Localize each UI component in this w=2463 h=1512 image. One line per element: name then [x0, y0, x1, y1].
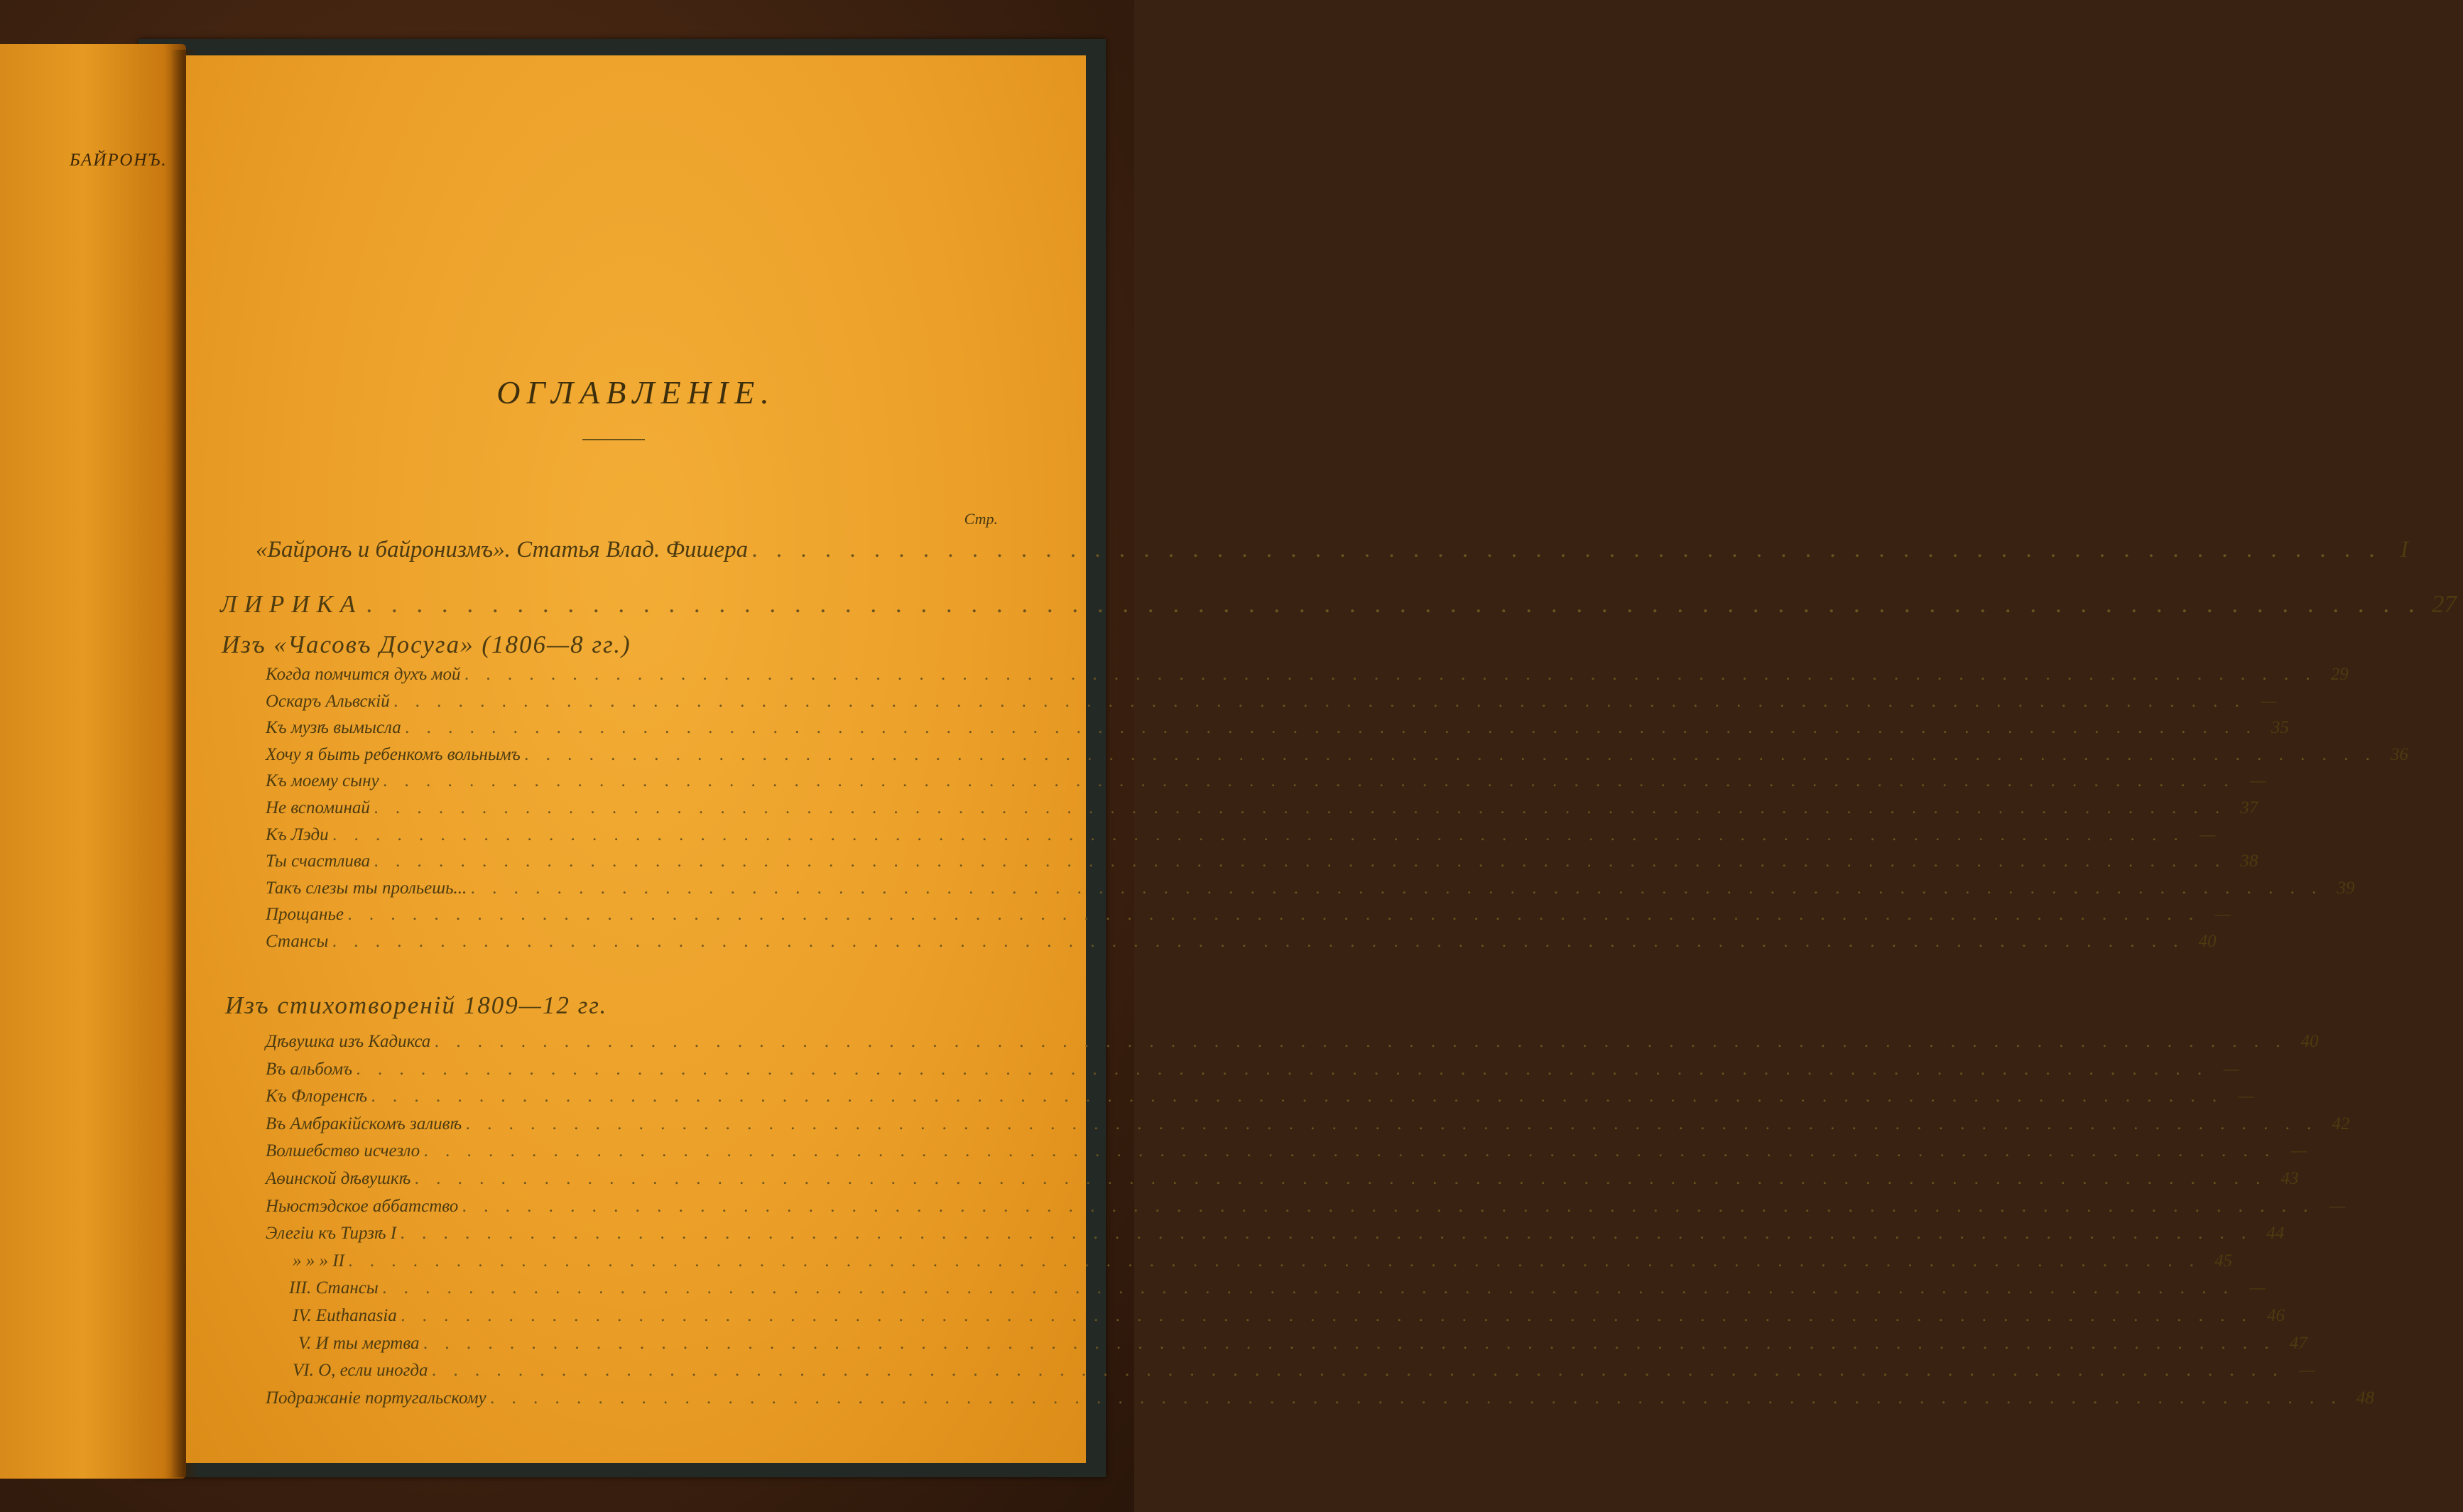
leader-dots: . . . . . . . . . . . . . . . . . . . . . . . . . . . . . . . . . . . . . . . . . . . . . . . . . . . . . . . . . . . . . . . . . . . . . . . . . . . . . . . . . . . . . . [393, 691, 2246, 711]
toc-entry-label: Ньюстэдское аббатство [266, 1196, 459, 1216]
leader-dots: . . . . . . . . . . . . . . . . . . . . . . . . . . . . . . . . . . . . . . . . . . . . . . . . . . . . . . . . . . . . . . . . . . . . . . . . . . . . . . . . . . . . . . [490, 1388, 2343, 1408]
leader-dots: . . . . . . . . . . . . . . . . . . . . . . . . . . . . . . . . . . . . . . . . . . . . . . . . . . . . . . . . . . . . . . . . . . . . . . . . . . . . . . . . . . . . . . [332, 825, 2185, 844]
toc-entry-label: Оскаръ Альвскій [266, 691, 390, 711]
leader-dots: . . . . . . . . . . . . . . . . . . . . . . . . . . . . . . . . . . . . . . . . . . . . . . . . . . . . . . . . . . . . . . . . . . . . . . . . . . . . . . . . . . . . . . [415, 1169, 2268, 1188]
toc-entry [266, 1224, 2285, 1244]
toc-entry-label: Въ альбомъ [266, 1059, 352, 1079]
leader-dots: . . . . . . . . . . . . . . . . . . . . . . . . . . . . . . . . . . . . . . . . . . . . . . . . . . . . . . . . . . . . . . . . . . . . . . . . . . . . . . . . . . . . . . [435, 1032, 2288, 1051]
toc-entry-page: — [2261, 691, 2277, 711]
toc-entry-page: — [2299, 1361, 2315, 1381]
toc-entry-page: 27 [2432, 590, 2457, 618]
leader-dots: . . . . . . . . . . . . . . . . . . . . . . . . . . . . . . . . . . . . . . . . . . . . . . . . . . . . . . . . . . . . . . . . . . . . . . . . . . . . . . . . . . . . . . [401, 1224, 2253, 1244]
toc-entry-page: — [2249, 1278, 2266, 1298]
toc-entry-label: Дѣвушка изъ Кадикса [266, 1032, 431, 1051]
toc-entry [293, 1361, 2315, 1381]
leader-dots: . . . . . . . . . . . . . . . . . . . . . . . . . . . . . . . . . . . . . . . . . . . . . . . . . . . . . . . . . . . . . . . . . . . . . . . . . . . . . . . . . . . . . . [471, 878, 2323, 898]
leader-dots: . . . . . . . . . . . . . . . . . . . . . . . . . . . . . . . . . . . . . . . . . . . . . . . . . . . . . . . . . . . . . . . . . . . . . . . . . . . . . . . . . . . . . . [332, 932, 2185, 951]
toc-entry-page: — [2238, 1087, 2254, 1106]
toc-entry [266, 878, 2355, 898]
leader-dots: . . . . . . . . . . . . . . . . . . . . . . . . . . . . . . . . . . . . . . . . . . . . . . . . . . . . . . . . . . . . . . . . . . . . . . . . . . . . . . . . . . . . . . [348, 1251, 2201, 1271]
leader-dots: . . . . . . . . . . . . . . . . . . . . . . . . . . . . . . . . . . . . . . . . . . . . . . . . . . . . . . . . . . . . . . . . . . . . . . . . . . . . . . . . . . . . . . [401, 1306, 2253, 1325]
toc-entry-page: 45 [2214, 1251, 2233, 1271]
toc-entry-page: 37 [2240, 798, 2258, 817]
leader-dots: . . . . . . . . . . . . . . . . . . . . . . . . . . . . . . . . . . . . . . . . . . . . . . . . . . . . . . . . . . . . . . . . . . . . . . . . . . . . . . . . . . [366, 590, 2422, 618]
leader-dots: . . . . . . . . . . . . . . . . . . . . . . . . . . . . . . . . . . . . . . . . . . . . . . . . . . . . . . . . . . . . . . . . . . . . . . . . . . . . . . . . . . . . . . [423, 1333, 2276, 1353]
toc-entry-label: Къ моему сыну [266, 771, 379, 791]
toc-section-label: Изъ стихотвореній 1809—12 гг. [225, 991, 608, 1019]
toc-section-heading-2 [225, 991, 607, 1020]
toc-entry-page: I [2400, 537, 2408, 562]
leader-dots: . . . . . . . . . . . . . . . . . . . . . . . . . . . . . . . . . . . . . . . . . . . . . . . . . . . . . . . . . . . . . . . . . . . . . . . . . . . . . . . . . . . . . . [383, 771, 2236, 791]
toc-entry [266, 1388, 2374, 1408]
toc-entry-label: III. Стансы [289, 1278, 379, 1298]
toc-entry-label: Къ Лэди [266, 825, 329, 844]
toc-entry [266, 771, 2266, 791]
toc-section-label: Изъ «Часовъ Досуга» (1806—8 гг.) [222, 631, 631, 658]
toc-entry-label: Къ Флоренсѣ [266, 1087, 368, 1106]
leader-dots: . . . . . . . . . . . . . . . . . . . . . . . . . . . . . . . . . . . . . . . . . . . . . . . . . . . . . . . . . . . . . . . . . . . . . . . . . . . . . . . . . . . . . . [464, 665, 2317, 684]
toc-entry-intro [256, 537, 2408, 563]
right-page [186, 55, 2457, 1463]
toc-entry [266, 798, 2258, 818]
toc-entry-label: Къ музѣ вымысла [266, 718, 401, 738]
toc-entry-page: 29 [2330, 665, 2349, 684]
toc-entry-page: — [2329, 1196, 2346, 1216]
toc-entry [266, 665, 2349, 685]
leader-dots: . . . . . . . . . . . . . . . . . . . . . . . . . . . . . . . . . . . . . . . . . . . . . . . . . . . . . . . . . . . . . . . . . . . . . . . . . . . . . . . . . . . . . . [466, 1114, 2318, 1133]
toc-entry-page: 35 [2271, 718, 2289, 738]
toc-entry-label: Стансы [266, 932, 329, 951]
toc-entry-page: 39 [2337, 878, 2355, 898]
toc-entry-label: Аѳинской дѣвушкѣ [266, 1169, 411, 1188]
toc-entry-label: » » » II [293, 1251, 344, 1271]
leader-dots: . . . . . . . . . . . . . . . . . . . . . . . . . . . . . . . . . . . . . . . . . . . . . . . . . . . . . . . . . . . . . . . . . . . . . . . . . . . . . . . . . . . . . . [424, 1141, 2276, 1161]
toc-entry [266, 905, 2231, 925]
toc-entry-label: ЛИРИКА [220, 590, 363, 618]
page-column-header: Стр. [964, 510, 998, 528]
leader-dots: . . . . . . . . . . . . . . . . . . . . . . . . . . . . . . . . . . . . . . . . . . . . . . . . . . . . . . . . . . . . . . . . . . . . . . . . . . . . . . . . . . . . . . [374, 852, 2227, 871]
toc-entry-label: VI. О, если иногда [293, 1361, 428, 1381]
leader-dots: . . . . . . . . . . . . . . . . . . . . . . . . . . . . . . . . . . . . . . . . . . . . . . . . . . . . . . . . . . . . . . . . . . . [752, 537, 2382, 562]
toc-entry-page: 36 [2390, 744, 2408, 764]
toc-entry [266, 932, 2217, 952]
toc-entry [289, 1278, 2266, 1298]
toc-entry-page: — [2223, 1059, 2239, 1079]
toc-entry [266, 1059, 2239, 1079]
leader-dots: . . . . . . . . . . . . . . . . . . . . . . . . . . . . . . . . . . . . . . . . . . . . . . . . . . . . . . . . . . . . . . . . . . . . . . . . . . . . . . . . . . . . . . [347, 905, 2200, 925]
toc-entry [266, 825, 2216, 845]
toc-entry-label: Волшебство исчезло [266, 1141, 420, 1161]
toc-entry-label: Когда помчится духъ мой [266, 665, 461, 684]
toc-entry-page: 40 [2300, 1032, 2319, 1051]
toc-entry [266, 1087, 2254, 1106]
toc-entry-page: 47 [2289, 1333, 2307, 1353]
toc-entry-label: Хочу я быть ребенкомъ вольнымъ [266, 744, 521, 764]
toc-entry [266, 1032, 2319, 1052]
toc-entry-page: 48 [2356, 1388, 2374, 1408]
toc-entry-page: 44 [2266, 1224, 2285, 1244]
toc-entry [266, 852, 2258, 871]
toc-entry-label: Элегіи къ Тирзѣ I [266, 1224, 397, 1244]
leader-dots: . . . . . . . . . . . . . . . . . . . . . . . . . . . . . . . . . . . . . . . . . . . . . . . . . . . . . . . . . . . . . . . . . . . . . . . . . . . . . . . . . . . . . . [432, 1361, 2285, 1381]
toc-entry [266, 1114, 2350, 1134]
leader-dots: . . . . . . . . . . . . . . . . . . . . . . . . . . . . . . . . . . . . . . . . . . . . . . . . . . . . . . . . . . . . . . . . . . . . . . . . . . . . . . . . . . . . . . [462, 1196, 2315, 1216]
toc-entry-page: 40 [2198, 932, 2217, 951]
toc-entry-label: Подражаніе португальскому [266, 1388, 486, 1408]
toc-entry-page: 42 [2332, 1114, 2350, 1133]
title-rule [582, 439, 645, 440]
leader-dots: . . . . . . . . . . . . . . . . . . . . . . . . . . . . . . . . . . . . . . . . . . . . . . . . . . . . . . . . . . . . . . . . . . . . . . . . . . . . . . . . . . . . . . [405, 718, 2258, 738]
leader-dots: . . . . . . . . . . . . . . . . . . . . . . . . . . . . . . . . . . . . . . . . . . . . . . . . . . . . . . . . . . . . . . . . . . . . . . . . . . . . . . . . . . . . . . [371, 1087, 2224, 1106]
toc-entry [266, 691, 2277, 712]
running-head: БАЙРОНЪ. [70, 151, 168, 170]
toc-entry-label: Прощанье [266, 905, 344, 925]
toc-entry-page: — [2290, 1141, 2307, 1161]
toc-entry-label: Въ Амбракійскомъ заливѣ [266, 1114, 462, 1133]
toc-entry [266, 1196, 2346, 1217]
toc-entry-label: V. И ты мертва [298, 1333, 420, 1353]
toc-entry-page: 38 [2240, 852, 2258, 871]
toc-entry-label: Ты счастлива [266, 852, 371, 871]
toc-entry-label: Не вспоминай [266, 798, 370, 817]
toc-entry [266, 1169, 2299, 1189]
toc-entry [266, 744, 2408, 765]
left-page [0, 44, 186, 1479]
toc-entry-label: IV. Euthanasia [293, 1306, 397, 1325]
toc-title: ОГЛАВЛЕНІЕ. [496, 374, 776, 410]
toc-entry-page: — [2200, 825, 2216, 844]
toc-entry-page: — [2250, 771, 2266, 791]
leader-dots: . . . . . . . . . . . . . . . . . . . . . . . . . . . . . . . . . . . . . . . . . . . . . . . . . . . . . . . . . . . . . . . . . . . . . . . . . . . . . . . . . . . . . . [357, 1059, 2209, 1079]
toc-entry-page: — [2214, 905, 2231, 925]
toc-entry-page: 46 [2267, 1306, 2285, 1325]
toc-entry-label: «Байронъ и байронизмъ». Статья Влад. Фишера [256, 537, 749, 562]
toc-entry [266, 1141, 2307, 1161]
leader-dots: . . . . . . . . . . . . . . . . . . . . . . . . . . . . . . . . . . . . . . . . . . . . . . . . . . . . . . . . . . . . . . . . . . . . . . . . . . . . . . . . . . . . . . [524, 744, 2377, 764]
toc-section-heading-1 [222, 631, 631, 659]
toc-entry-page: 43 [2280, 1169, 2299, 1188]
leader-dots: . . . . . . . . . . . . . . . . . . . . . . . . . . . . . . . . . . . . . . . . . . . . . . . . . . . . . . . . . . . . . . . . . . . . . . . . . . . . . . . . . . . . . . [382, 1278, 2235, 1298]
toc-entry-lirika [220, 590, 2457, 619]
toc-entry [293, 1306, 2285, 1326]
toc-entry [298, 1333, 2307, 1354]
toc-entry-label: Такъ слезы ты прольешь... [266, 878, 467, 898]
leader-dots: . . . . . . . . . . . . . . . . . . . . . . . . . . . . . . . . . . . . . . . . . . . . . . . . . . . . . . . . . . . . . . . . . . . . . . . . . . . . . . . . . . . . . . [374, 798, 2227, 817]
toc-entry [266, 718, 2289, 738]
toc-entry [293, 1251, 2233, 1271]
